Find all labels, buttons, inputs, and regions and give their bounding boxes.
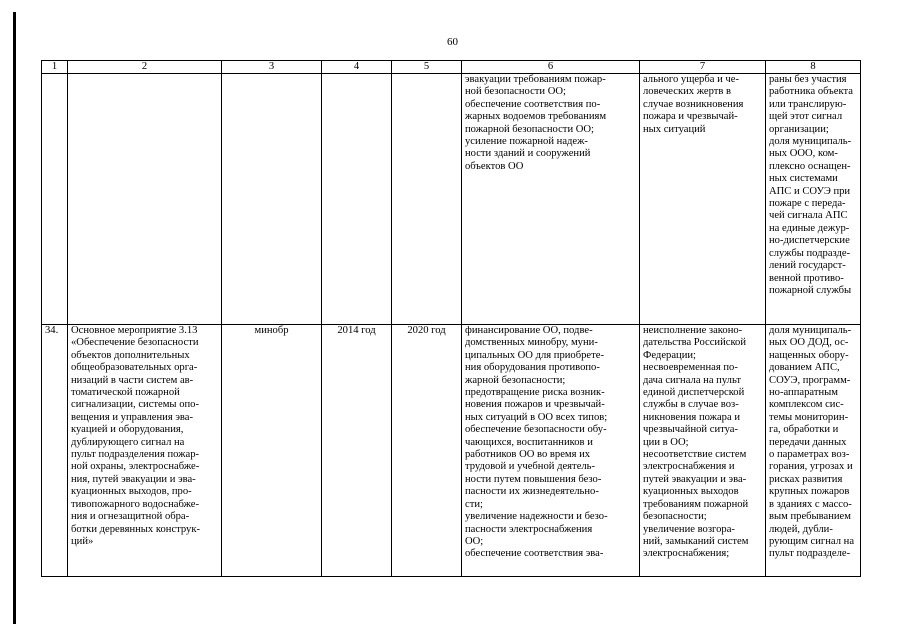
header-cell: 3 <box>222 61 322 74</box>
indicators: раны без участия работника объекта или транслирую- щей этот сигнал организации; доля муниципаль- ных ООО, ком- плексно оснащен- ных системами АПС и СОУЭ при пожаре с переда- чей сигнала АПС на единые дежур- но-диспетчерские службы подразде- лений государст- венной противо- пожарной службы <box>766 74 861 325</box>
start-year <box>322 74 392 325</box>
table-row <box>42 74 861 325</box>
measure-name: Основное мероприятие 3.13 «Обеспечение безопасности объектов дополнительных общеобразовательных орга- низаций в части систем ав- томатической пожарной сигнализации, системы опо- вещения и управления эва- куацией и оборудования, дублирующего сигнал на пульт подразделения пожар- ной охраны, электроснабже- ния, путей эвакуации и эва- куационных выходов, про- тивопожарного водоснабже- ния и огнезащитной обра- ботки деревянных конструк- ций» <box>68 325 222 577</box>
header-cell: 1 <box>42 61 68 74</box>
header-cell: 5 <box>392 61 462 74</box>
binding-edge-line <box>13 12 16 624</box>
consequences: неисполнение законо- дательства Российской Федерации; несвоевременная по- дача сигнала на пульт единой диспетчерской службы в случае воз- никновения пожара и чрезвычайной ситуа- ции в ОО; несоответствие систем электроснабжения и путей эвакуации и эва- куационных выходов требованиям пожарной безопасности; увеличение возгора- ний, замыканий систем электроснабжения; <box>640 325 766 577</box>
executor <box>222 74 322 325</box>
measure-name <box>68 74 222 325</box>
header-cell: 8 <box>766 61 861 74</box>
header-row <box>42 61 861 74</box>
row-number <box>42 74 68 325</box>
end-year: 2020 год <box>392 325 462 577</box>
expected-result: эвакуации требованиям пожар- ной безопасности ОО; обеспечение соответствия по- жарных водоемов требованиям пожарной безопасности ОО; усиление пожарной надеж- ности зданий и сооружений объектов ОО <box>462 74 640 325</box>
header-cell: 2 <box>68 61 222 74</box>
page-number: 60 <box>447 36 458 48</box>
measures-table <box>41 60 861 577</box>
expected-result: финансирование ОО, подве- домственных минобру, муни- ципальных ОО для приобрете- ния оборудования противопо- жарной безопасности; предотвращение риска возник- новения пожаров и чрезвычай- ных ситуаций в ОО всех типов; обеспечение безопасности обу- чающихся, воспитанников и работников ОО во время их трудовой и учебной деятель- ности путем повышения безо- пасности их жизнедеятельно- сти; увеличение надежности и безо- пасности электроснабжения ОО; обеспечение соответствия эва- <box>462 325 640 577</box>
header-cell: 6 <box>462 61 640 74</box>
table-row <box>42 325 861 577</box>
row-number: 34. <box>42 325 68 577</box>
start-year: 2014 год <box>322 325 392 577</box>
indicators: доля муниципаль- ных ОО ДОД, ос- нащенных обору- дованием АПС, СОУЭ, программ- но-аппаратным комплексом сис- темы мониторин- га, обработки и передачи данных о параметрах воз- горания, угрозах и рисках развития крупных пожаров в зданиях с массо- вым пребыванием людей, дубли- рующим сигнал на пульт подразделе- <box>766 325 861 577</box>
end-year <box>392 74 462 325</box>
executor: минобр <box>222 325 322 577</box>
header-cell: 4 <box>322 61 392 74</box>
consequences: ального ущерба и че- ловеческих жертв в случае возникновения пожара и чрезвычай- ных ситуаций <box>640 74 766 325</box>
header-cell: 7 <box>640 61 766 74</box>
